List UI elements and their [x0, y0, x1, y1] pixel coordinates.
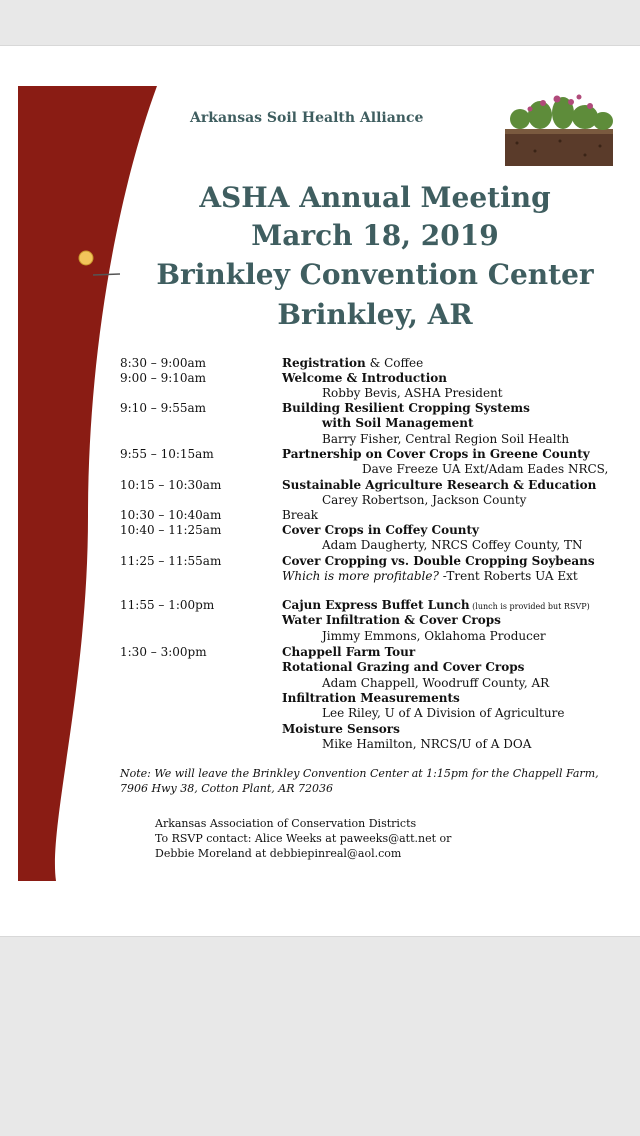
session-title: Rotational Grazing and Cover Crops: [282, 660, 525, 675]
session-detail: Carey Robertson, Jackson County: [322, 493, 527, 508]
session-title: Moisture Sensors: [282, 721, 400, 736]
session-title: with Soil Management: [322, 416, 474, 431]
schedule-time: 11:55 – 1:00pm: [120, 598, 215, 612]
schedule-time: 8:30 – 9:00am: [120, 356, 207, 370]
session-detail: Adam Daugherty, NRCS Coffey County, TN: [322, 538, 583, 553]
session-detail: Adam Chappell, Woodruff County, AR: [322, 675, 550, 690]
session-detail: Which is more profitable? -Trent Roberts UA Ext: [282, 569, 578, 584]
contact-line-2: To RSVP contact: Alice Weeks at paweeks@att.net or: [155, 832, 452, 845]
schedule-time: 9:55 – 10:15am: [120, 447, 214, 461]
schedule-time: 1:30 – 3:00pm: [120, 645, 207, 659]
session-detail: Break: [282, 508, 319, 522]
session-detail: Lee Riley, U of A Division of Agriculture: [322, 706, 565, 721]
session-title: Cover Cropping vs. Double Cropping Soybeans: [282, 554, 595, 568]
note-line-1: Note: We will leave the Brinkley Convention Center at 1:15pm for the Chappell Farm,: [120, 767, 599, 780]
schedule-time: 11:25 – 11:55am: [120, 554, 222, 568]
session-title: Partnership on Cover Crops in Greene County: [282, 447, 590, 461]
session-title: Registration & Coffee: [282, 356, 424, 370]
page-title-line-4: Brinkley, AR: [277, 298, 473, 331]
session-title: Building Resilient Cropping Systems: [282, 401, 530, 415]
session-title: Sustainable Agriculture Research & Education: [282, 478, 597, 492]
session-detail: Mike Hamilton, NRCS/U of A DOA: [322, 736, 532, 751]
schedule-time: 10:40 – 11:25am: [120, 523, 222, 537]
schedule-time: 9:10 – 9:55am: [120, 401, 207, 415]
schedule-time: 9:00 – 9:10am: [120, 371, 207, 385]
schedule-time: 10:15 – 10:30am: [120, 478, 222, 492]
session-title: Cajun Express Buffet Lunch (lunch is provided but RSVP): [282, 598, 590, 612]
session-detail: Robby Bevis, ASHA President: [322, 386, 503, 401]
contact-info: [155, 816, 451, 861]
page-title-line-1: ASHA Annual Meeting: [199, 181, 551, 214]
session-title: Welcome & Introduction: [282, 371, 447, 385]
soil-profile-with-plants-icon: [505, 91, 613, 166]
contact-line-1: Arkansas Association of Conservation Districts: [155, 817, 417, 830]
contact-line-3: Debbie Moreland at debbiepinreal@aol.com: [155, 847, 402, 860]
organization-name: Arkansas Soil Health Alliance: [190, 110, 424, 126]
note-line-2: 7906 Hwy 38, Cotton Plant, AR 72036: [120, 782, 333, 795]
session-detail: Barry Fisher, Central Region Soil Health: [322, 431, 570, 446]
session-title: Infiltration Measurements: [282, 690, 460, 705]
note: [120, 766, 620, 796]
flyer-page: [0, 45, 640, 937]
page-title-line-3: Brinkley Convention Center: [156, 258, 594, 291]
schedule-time: 10:30 – 10:40am: [120, 508, 222, 522]
session-title: Chappell Farm Tour: [282, 645, 416, 659]
session-detail: Jimmy Emmons, Oklahoma Producer: [322, 628, 546, 643]
session-detail: Dave Freeze UA Ext/Adam Eades NRCS,: [362, 462, 609, 477]
session-title: Water Infiltration & Cover Crops: [282, 613, 501, 628]
page-title-line-2: March 18, 2019: [251, 219, 499, 252]
session-title: Cover Crops in Coffey County: [282, 523, 480, 537]
